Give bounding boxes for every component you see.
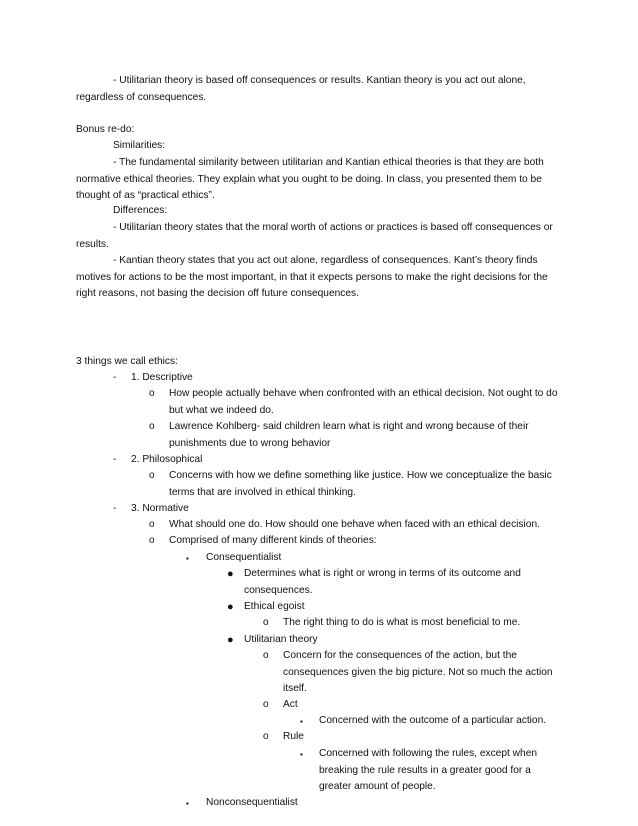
circle-bullet-icon: o bbox=[149, 421, 155, 432]
normative-label: 3. Normative bbox=[131, 503, 189, 514]
descriptive-item-2: Lawrence Kohlberg- said children learn what is right and wrong because of their punishments due to wrong behavior bbox=[169, 421, 529, 449]
square-bullet-icon: ▪ bbox=[186, 799, 189, 808]
ethical-egoist-label: Ethical egoist bbox=[244, 601, 305, 612]
utilitarian-theory-label: Utilitarian theory bbox=[244, 634, 318, 645]
bonus-heading: Bonus re-do: bbox=[76, 124, 135, 135]
philosophical-label: 2. Philosophical bbox=[131, 454, 203, 465]
circle-bullet-icon: o bbox=[263, 699, 269, 710]
circle-bullet-icon: o bbox=[149, 388, 155, 399]
determines-text: Determines what is right or wrong in terms of its outcome and consequences. bbox=[244, 568, 521, 596]
act-text: Concerned with the outcome of a particular action. bbox=[319, 715, 547, 726]
ethics-heading: 3 things we call ethics: bbox=[76, 356, 178, 367]
similarities-paragraph: - The fundamental similarity between utilitarian and Kantian ethical theories is that they are both normative ethical theories. They explain what you ought to be doing. In class, you presented them to be thought of as “practical ethics”. bbox=[76, 157, 544, 202]
circle-bullet-icon: o bbox=[263, 650, 269, 661]
rule-text: Concerned with following the rules, except when breaking the rule results in a greater good for a greater amount of people. bbox=[319, 748, 538, 793]
consequentialist-label: Consequentialist bbox=[206, 552, 282, 563]
circle-bullet-icon: o bbox=[263, 731, 269, 742]
differences-paragraph-utilitarian: - Utilitarian theory states that the moral worth of actions or practices is based off consequences or results. bbox=[76, 222, 553, 250]
descriptive-label: 1. Descriptive bbox=[131, 372, 193, 383]
intro-paragraph: - Utilitarian theory is based off consequences or results. Kantian theory is you act out alone, regardless of consequences. bbox=[76, 75, 526, 103]
bullet-icon: ● bbox=[227, 634, 234, 646]
bullet-icon: ● bbox=[227, 601, 234, 613]
dash-bullet-icon: - bbox=[113, 503, 117, 514]
similarities-label: Similarities: bbox=[113, 140, 166, 151]
circle-bullet-icon: o bbox=[149, 470, 155, 481]
square-bullet-icon: ▪ bbox=[300, 717, 303, 726]
ethical-egoist-text: The right thing to do is what is most beneficial to me. bbox=[283, 617, 521, 628]
descriptive-item-1: How people actually behave when confronted with an ethical decision. Not ought to do but what we indeed do. bbox=[169, 388, 558, 416]
dash-bullet-icon: - bbox=[113, 372, 117, 383]
normative-item-1: What should one do. How should one behave when faced with an ethical decision. bbox=[169, 519, 540, 530]
circle-bullet-icon: o bbox=[263, 617, 269, 628]
utilitarian-theory-text: Concern for the consequences of the action, but the consequences given the big picture. Not so much the action itself. bbox=[283, 650, 553, 695]
square-bullet-icon: ▪ bbox=[300, 750, 303, 759]
act-label: Act bbox=[283, 699, 298, 710]
circle-bullet-icon: o bbox=[149, 535, 155, 546]
rule-label: Rule bbox=[283, 731, 304, 742]
differences-label: Differences: bbox=[113, 205, 168, 216]
circle-bullet-icon: o bbox=[149, 519, 155, 530]
square-bullet-icon: ▪ bbox=[186, 554, 189, 563]
nonconsequentialist-label: Nonconsequentialist bbox=[206, 797, 298, 808]
differences-paragraph-kantian: - Kantian theory states that you act out alone, regardless of consequences. Kant’s theory finds motives for actions to be the most important, in that it expects persons to make the right decisions for the right reasons, not basing the decision off future consequences. bbox=[76, 255, 548, 300]
normative-item-2: Comprised of many different kinds of theories: bbox=[169, 535, 377, 546]
dash-bullet-icon: - bbox=[113, 454, 117, 465]
philosophical-item-1: Concerns with how we define something like justice. How we conceptualize the basic terms that are involved in ethical thinking. bbox=[169, 470, 552, 498]
bullet-icon: ● bbox=[227, 568, 234, 580]
